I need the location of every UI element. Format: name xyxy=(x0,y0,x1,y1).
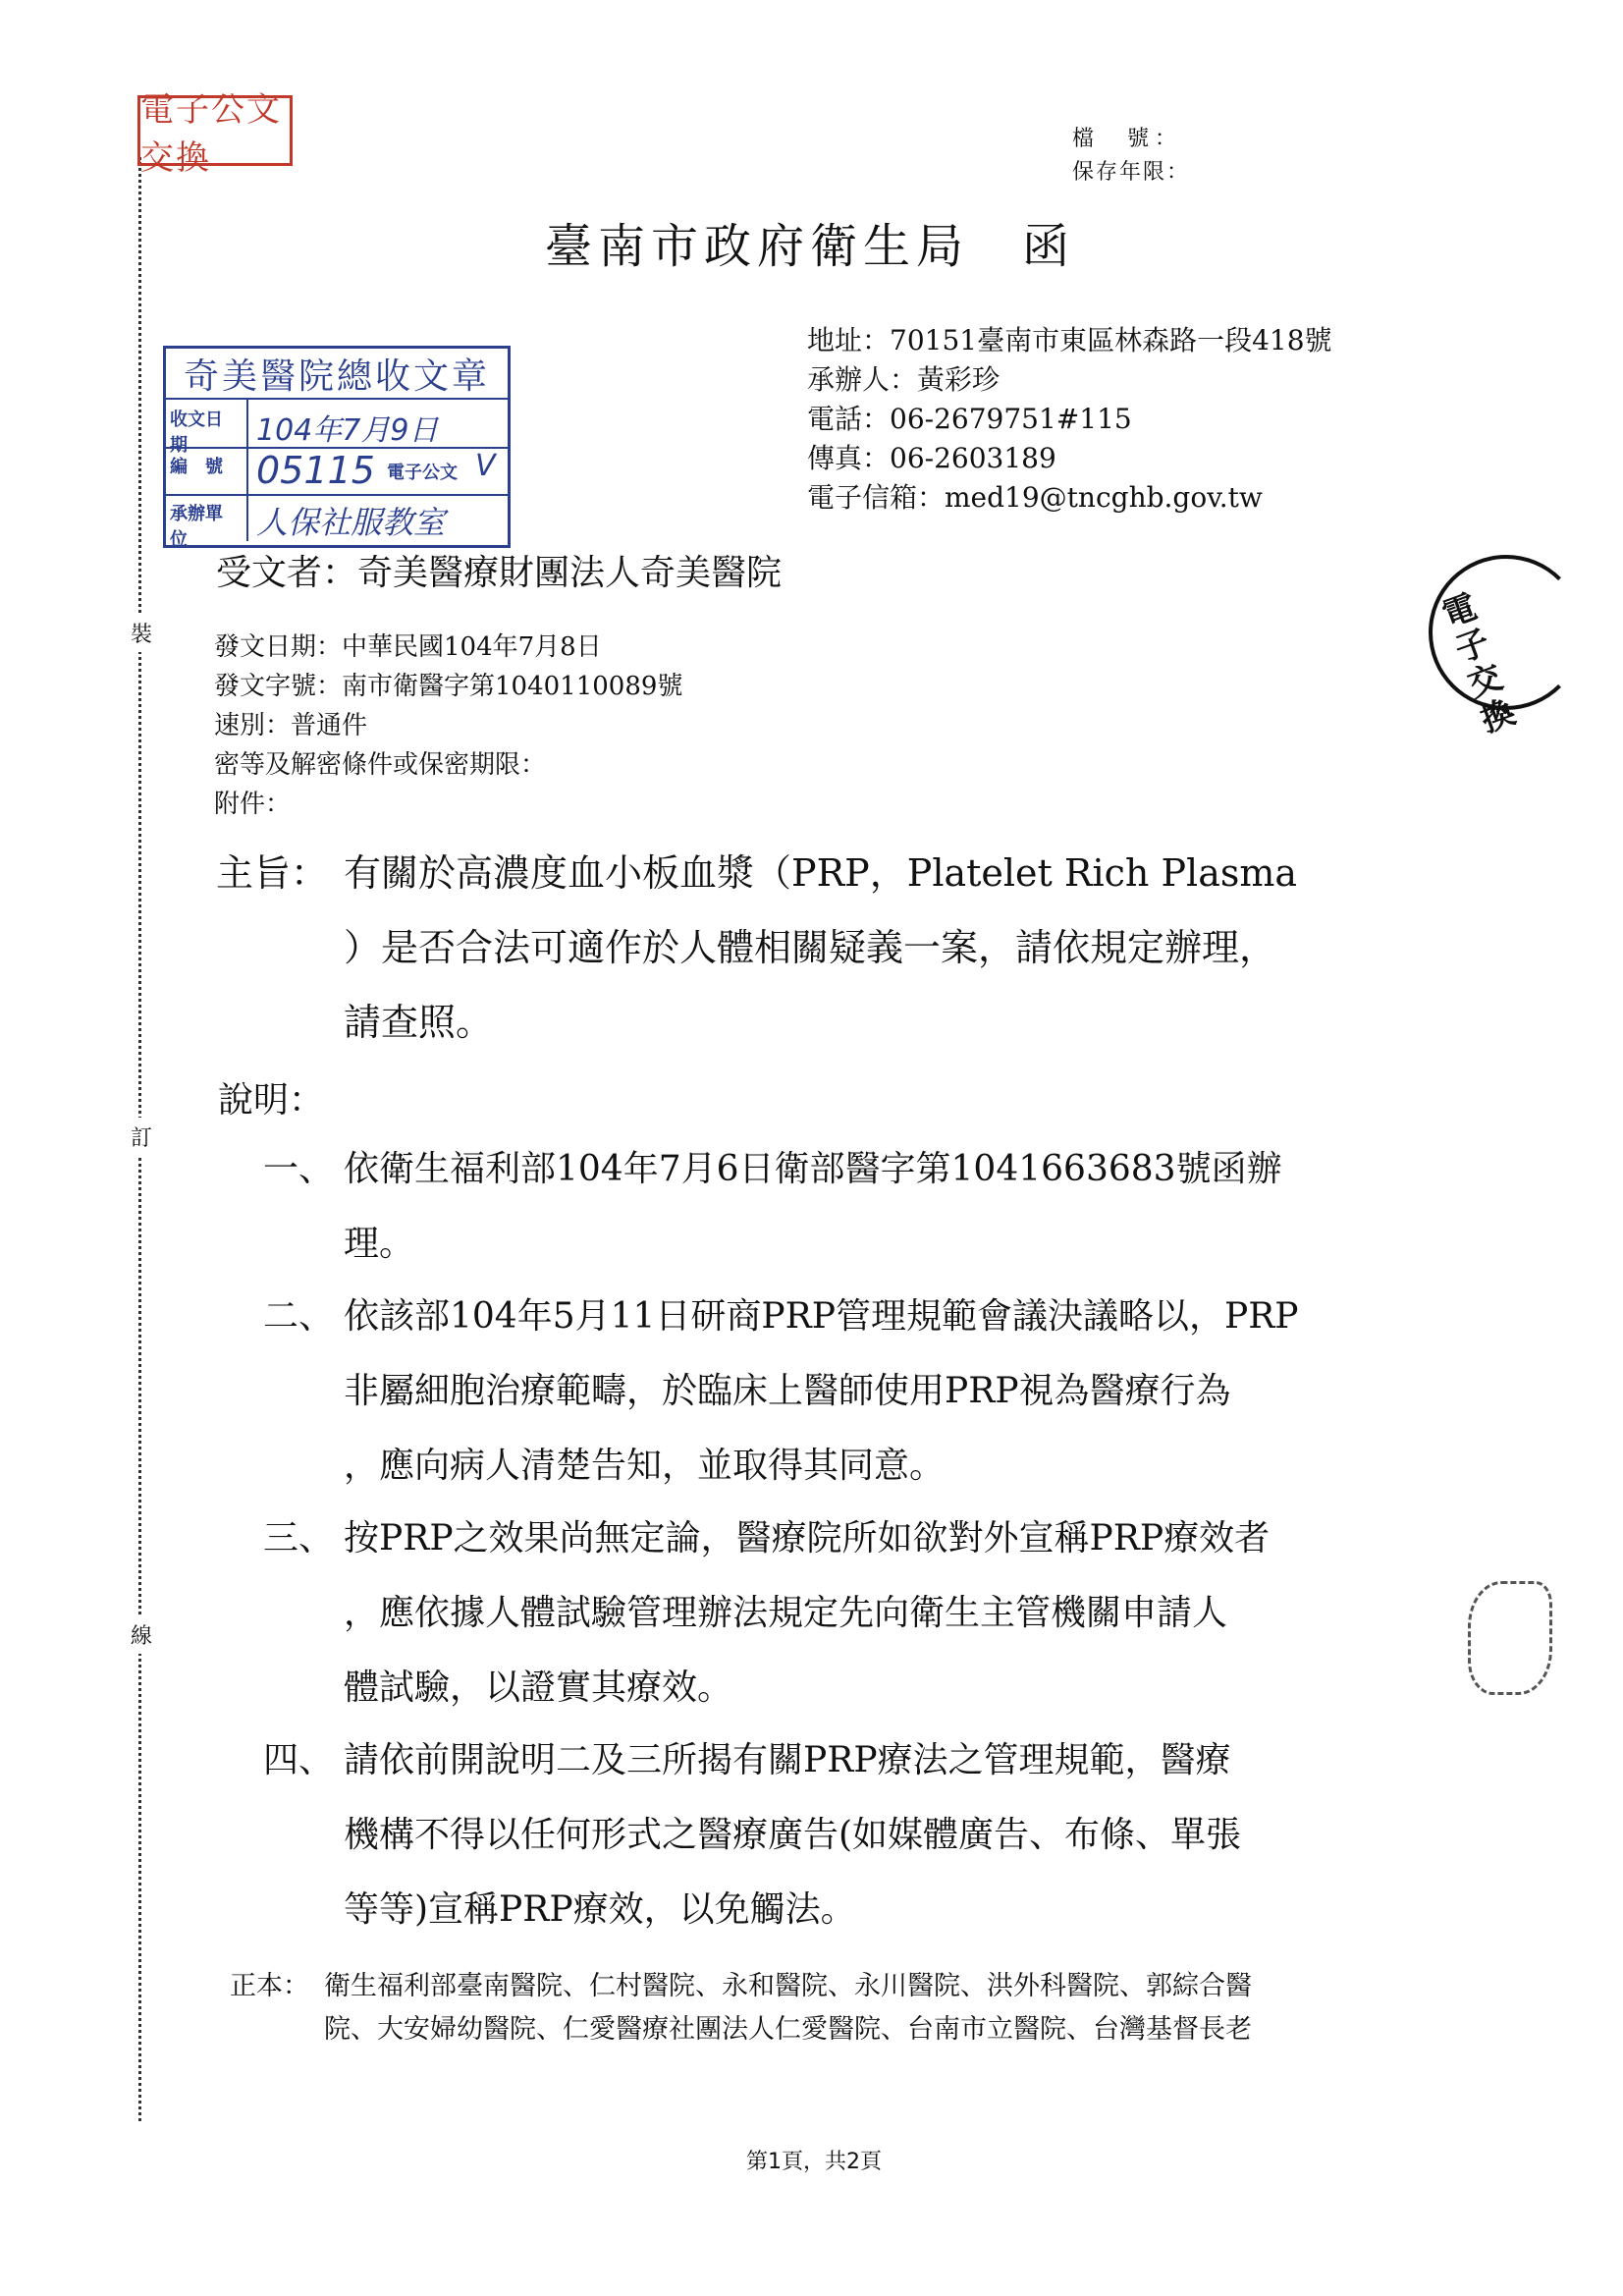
cc-line: 院、大安婦幼醫院、仁愛醫療社團法人仁愛醫院、台南市立醫院、台灣基督長老 xyxy=(324,2014,1252,2045)
address: 地址：70151臺南市東區林森路一段418號 xyxy=(807,324,1332,356)
document-title: 臺南市政府衛生局 函 xyxy=(545,219,1076,274)
receipt-value: 05115 xyxy=(256,449,375,492)
item-line: 非屬細胞治療範疇，於臨床上醫師使用PRP視為醫療行為 xyxy=(344,1371,1231,1411)
secrecy: 密等及解密條件或保密期限： xyxy=(214,750,547,780)
receipt-stamp-title: 奇美醫院總收文章 xyxy=(166,349,508,400)
description-heading: 說明： xyxy=(218,1080,325,1121)
item-number: 一、 xyxy=(263,1149,335,1189)
subject-line: ）是否合法可適作於人體相關疑義一案，請依規定辦理， xyxy=(344,926,1277,969)
email: 電子信箱：med19@tncghb.gov.tw xyxy=(807,481,1263,514)
issue-date: 發文日期：中華民國104年7月8日 xyxy=(214,632,602,662)
phone: 電話：06-2679751#115 xyxy=(807,403,1132,435)
exchange-stamp: 電子公文交換 xyxy=(137,95,293,166)
page-number: 第1頁，共2頁 xyxy=(746,2150,882,2174)
subject-line: 請查照。 xyxy=(344,1001,494,1044)
receipt-value: 人保社服教室 xyxy=(256,504,446,541)
binding-char-xian: 線 xyxy=(131,1615,152,1654)
item-number: 二、 xyxy=(263,1296,335,1337)
subject-line: 有關於高濃度血小板血漿（PRP，Platelet Rich Plasma xyxy=(344,851,1298,895)
item-line: 等等)宣稱PRP療效，以免觸法。 xyxy=(344,1889,856,1930)
receipt-stamp xyxy=(163,346,511,548)
binding-char-zhuang: 裝 xyxy=(131,614,152,652)
handler: 承辦人：黃彩珍 xyxy=(807,363,1001,396)
receipt-row-date xyxy=(166,400,508,456)
receipt-label: 收文日期 xyxy=(170,410,223,456)
cc-label: 正本： xyxy=(230,1971,309,2001)
receipt-electronic-value: V xyxy=(475,449,496,483)
item-number: 三、 xyxy=(263,1518,335,1558)
binding-char-ding: 訂 xyxy=(131,1118,152,1156)
fax: 傳真：06-2603189 xyxy=(807,442,1056,474)
subject-label: 主旨： xyxy=(216,851,329,895)
item-line: 請依前開說明二及三所揭有關PRP療法之管理規範，醫療 xyxy=(344,1740,1231,1780)
item-line: 體試驗，以證實其療效。 xyxy=(344,1667,733,1708)
speed: 速別：普通件 xyxy=(214,711,368,740)
retention-label: 保存年限： xyxy=(1072,160,1191,185)
item-line: 依衛生福利部104年7月6日衛部醫字第1041663683號函辦 xyxy=(344,1149,1282,1189)
attachment: 附件： xyxy=(214,790,292,819)
document-number: 發文字號：南市衛醫字第1040110089號 xyxy=(214,672,683,701)
item-line: ，應依據人體試驗管理辦法規定先向衛生主管機關申請人 xyxy=(344,1593,1228,1633)
receipt-row-unit xyxy=(166,494,508,550)
receipt-value: 104年7月9日 xyxy=(256,413,439,448)
seal-smudge xyxy=(1468,1581,1552,1695)
right-seal-text: 電子交換 xyxy=(1436,586,1521,741)
receipt-label: 編 號 xyxy=(170,457,223,477)
receipt-electronic-label: 電子公文 xyxy=(387,463,458,483)
item-number: 四、 xyxy=(263,1740,335,1780)
item-line: 按PRP之效果尚無定論，醫療院所如欲對外宣稱PRP療效者 xyxy=(344,1518,1271,1558)
item-line: 依該部104年5月11日研商PRP管理規範會議決議略以，PRP xyxy=(344,1296,1299,1337)
item-line: ，應向病人清楚告知，並取得其同意。 xyxy=(344,1446,946,1486)
cc-line: 衛生福利部臺南醫院、仁村醫院、永和醫院、永川醫院、洪外科醫院、郭綜合醫 xyxy=(324,1971,1252,2001)
recipient: 受文者：奇美醫療財團法人奇美醫院 xyxy=(216,553,783,593)
item-line: 理。 xyxy=(344,1224,415,1264)
right-seal xyxy=(1429,555,1584,741)
receipt-label: 承辦單位 xyxy=(170,504,223,550)
item-line: 機構不得以任何形式之醫療廣告(如媒體廣告、布條、單張 xyxy=(344,1815,1242,1855)
file-number-label: 檔 號： xyxy=(1072,127,1183,151)
receipt-row-number xyxy=(166,447,508,496)
